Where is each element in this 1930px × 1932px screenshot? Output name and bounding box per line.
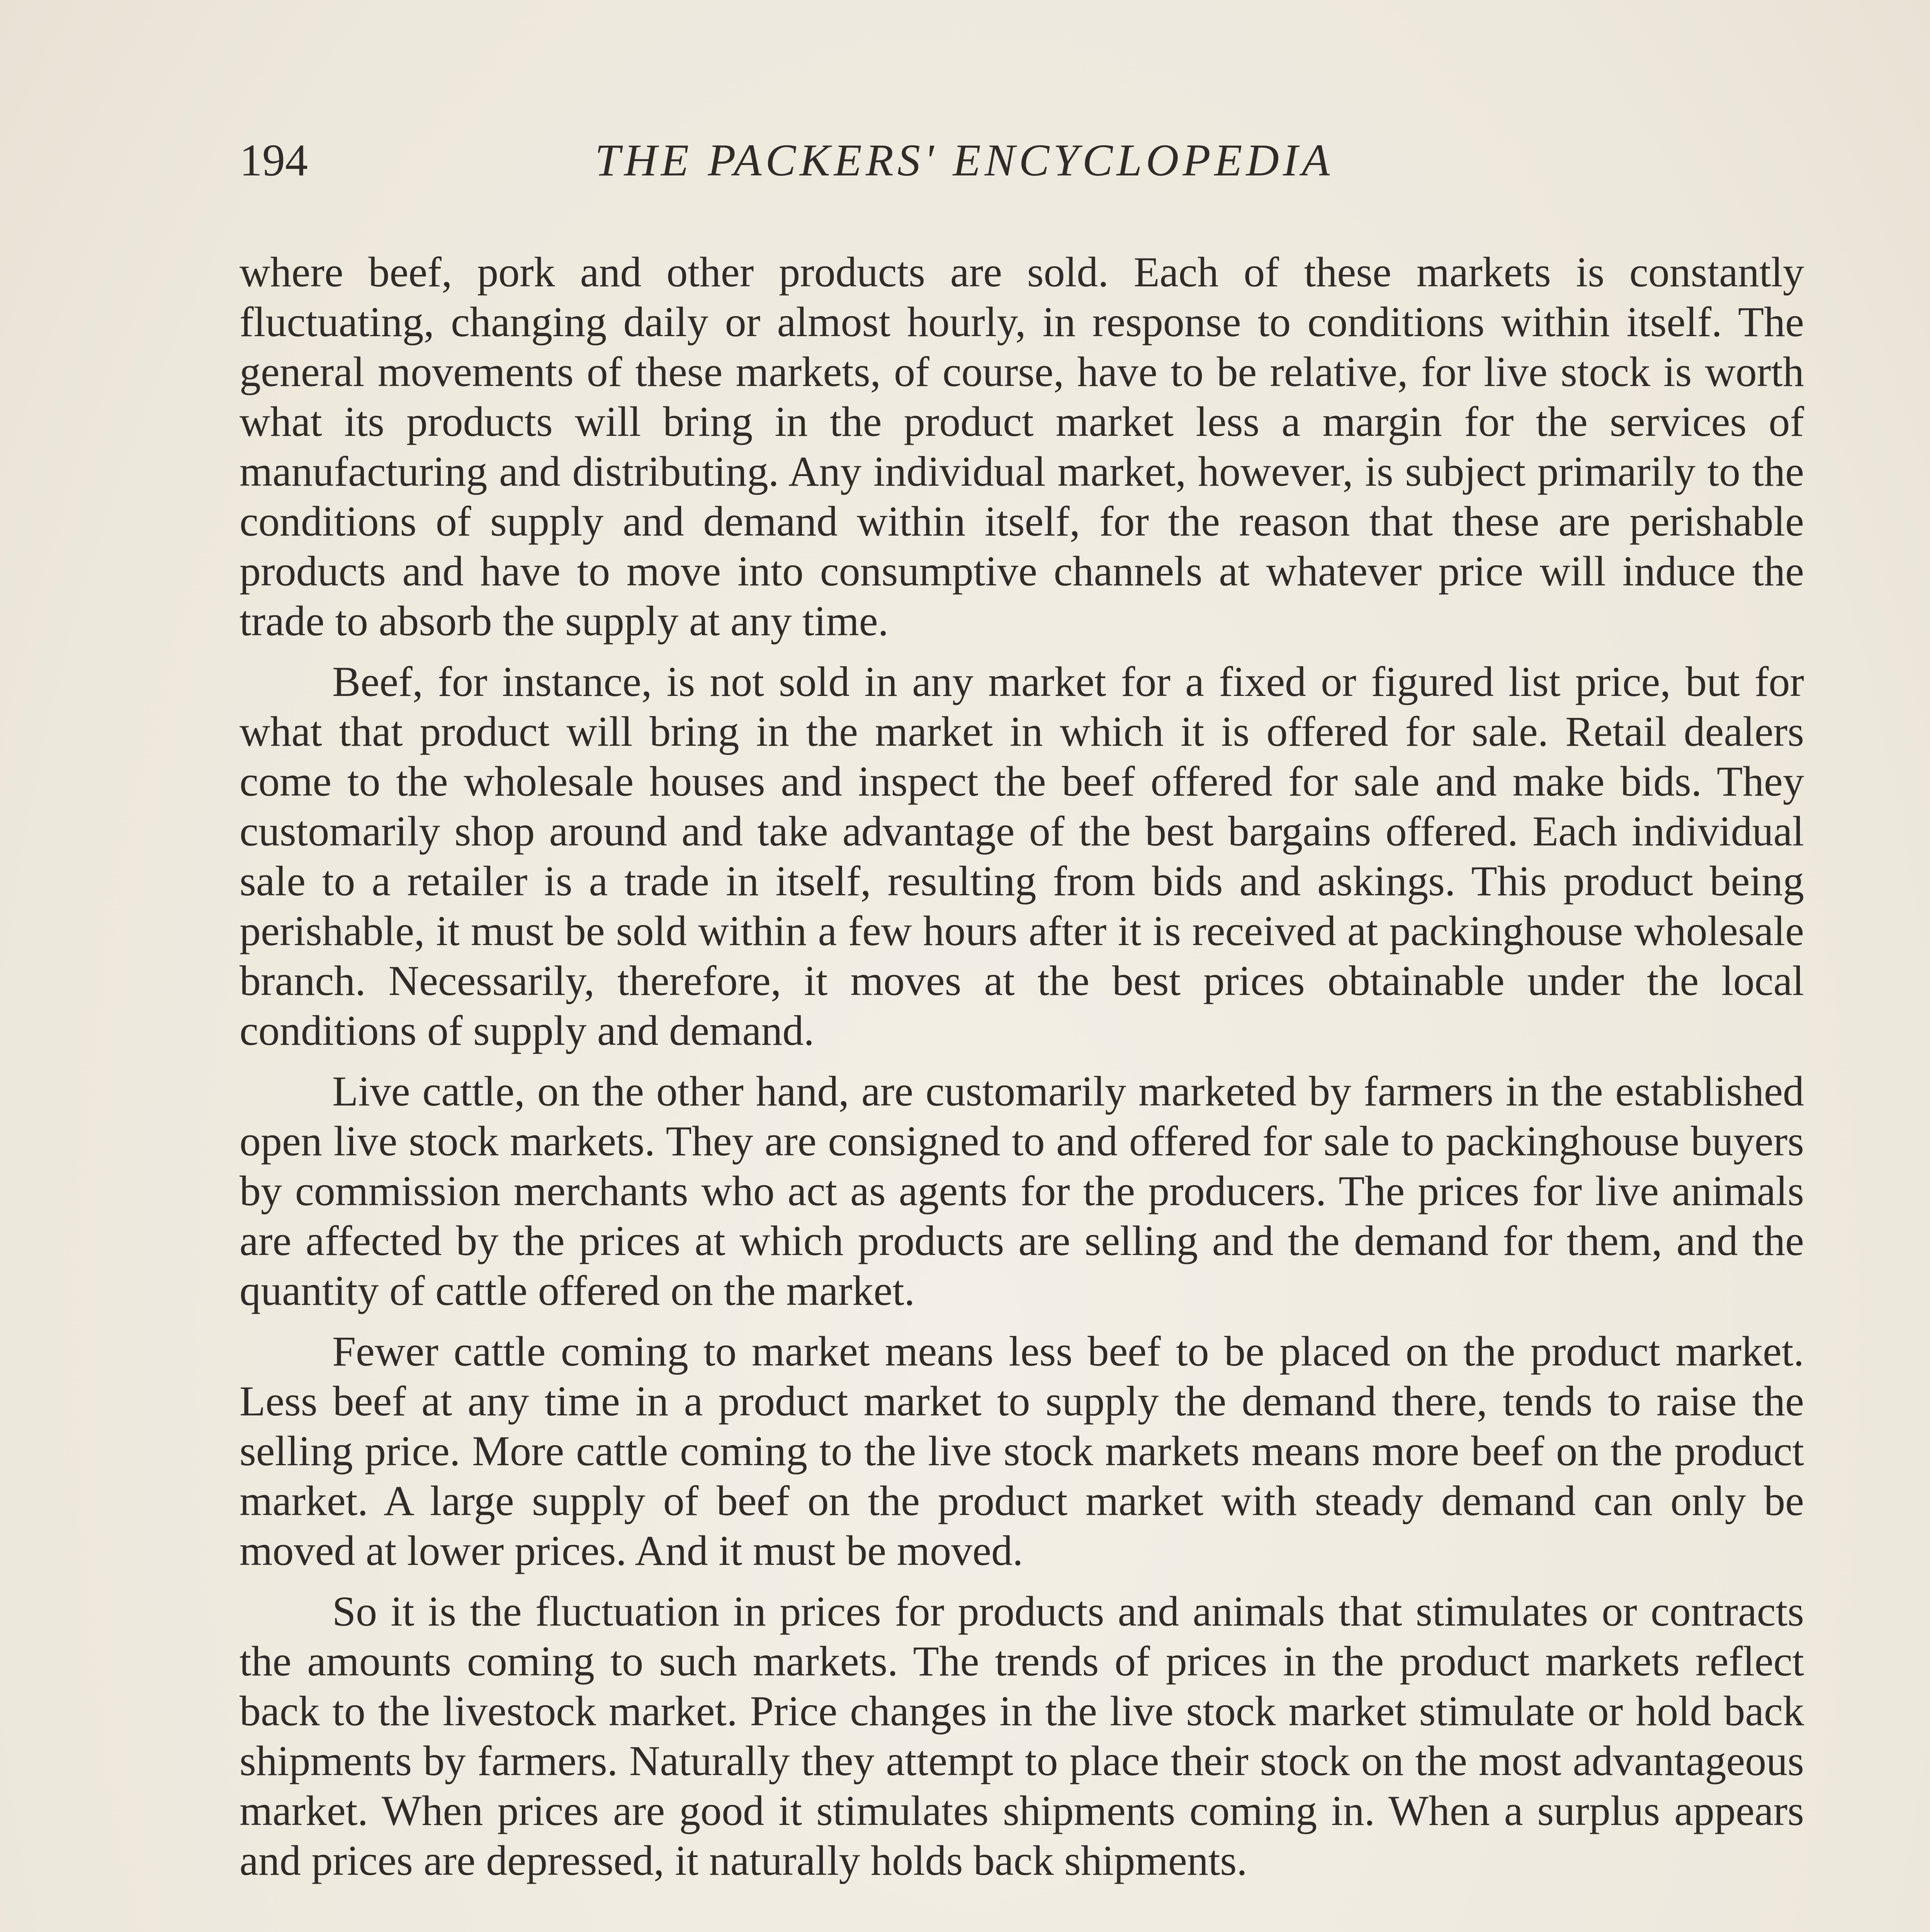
paragraph-beef-pricing: Beef, for instance, is not sold in any market for a fixed or figured list price, but for what that product will bring in the market in which it is offered for sale. Retail dealers come to the wholesale houses and inspect the beef offered for sale and make bids. They customarily shop around and take advantage of the best bargains offered. Each individual sale to a retailer is a trade in itself, resulting from bids and askings. This product being perishable, it must be sold within a few hours after it is received at packinghouse wholesale branch. Necessarily, therefore, it moves at the best prices obtainable under the local conditions of supply and demand. bbox=[240, 658, 1804, 1054]
page-number: 194 bbox=[240, 135, 308, 185]
paragraph-fewer-cattle: Fewer cattle coming to market means less beef to be placed on the product market. Less beef at any time in a product market to supply the demand there, tends to raise the selling price. More cattle coming to the live stock markets means more beef on the product market. A large supply of beef on the product market with steady demand can only be moved at lower prices. And it must be moved. bbox=[240, 1328, 1804, 1574]
running-head bbox=[240, 133, 1441, 187]
body-text bbox=[240, 247, 1804, 1932]
paragraph-price-fluctuation: So it is the fluctuation in prices for products and animals that stimulates or contracts the amounts coming to such markets. The trends of prices in the product markets reflect back to the livestock market. Price changes in the live stock market stimulate or hold back shipments by farmers. Naturally they attempt to place their stock on the most advantageous market. When prices are good it stimulates shipments coming in. When a surplus appears and prices are depressed, it naturally holds back shipments. bbox=[240, 1588, 1804, 1884]
paragraph-live-cattle: Live cattle, on the other hand, are customarily marketed by farmers in the established open live stock markets. They are consigned to and offered for sale to packinghouse buyers by commission merchants who act as agents for the producers. The prices for live animals are affected by the prices at which products are selling and the demand for them, and the quantity of cattle offered on the market. bbox=[240, 1068, 1804, 1314]
book-title: THE PACKERS' ENCYCLOPEDIA bbox=[595, 135, 1334, 185]
paragraph-continued: where beef, pork and other products are sold. Each of these markets is constantly fluctuating, changing daily or almost hourly, in response to conditions within itself. The general movements of these markets, of course, have to be relative, for live stock is worth what its products will bring in the product market less a margin for the services of manufacturing and distributing. Any individual market, however, is subject primarily to the conditions of supply and demand within itself, for the reason that these are perishable products and have to move into consumptive channels at whatever price will induce the trade to absorb the supply at any time. bbox=[240, 248, 1804, 645]
